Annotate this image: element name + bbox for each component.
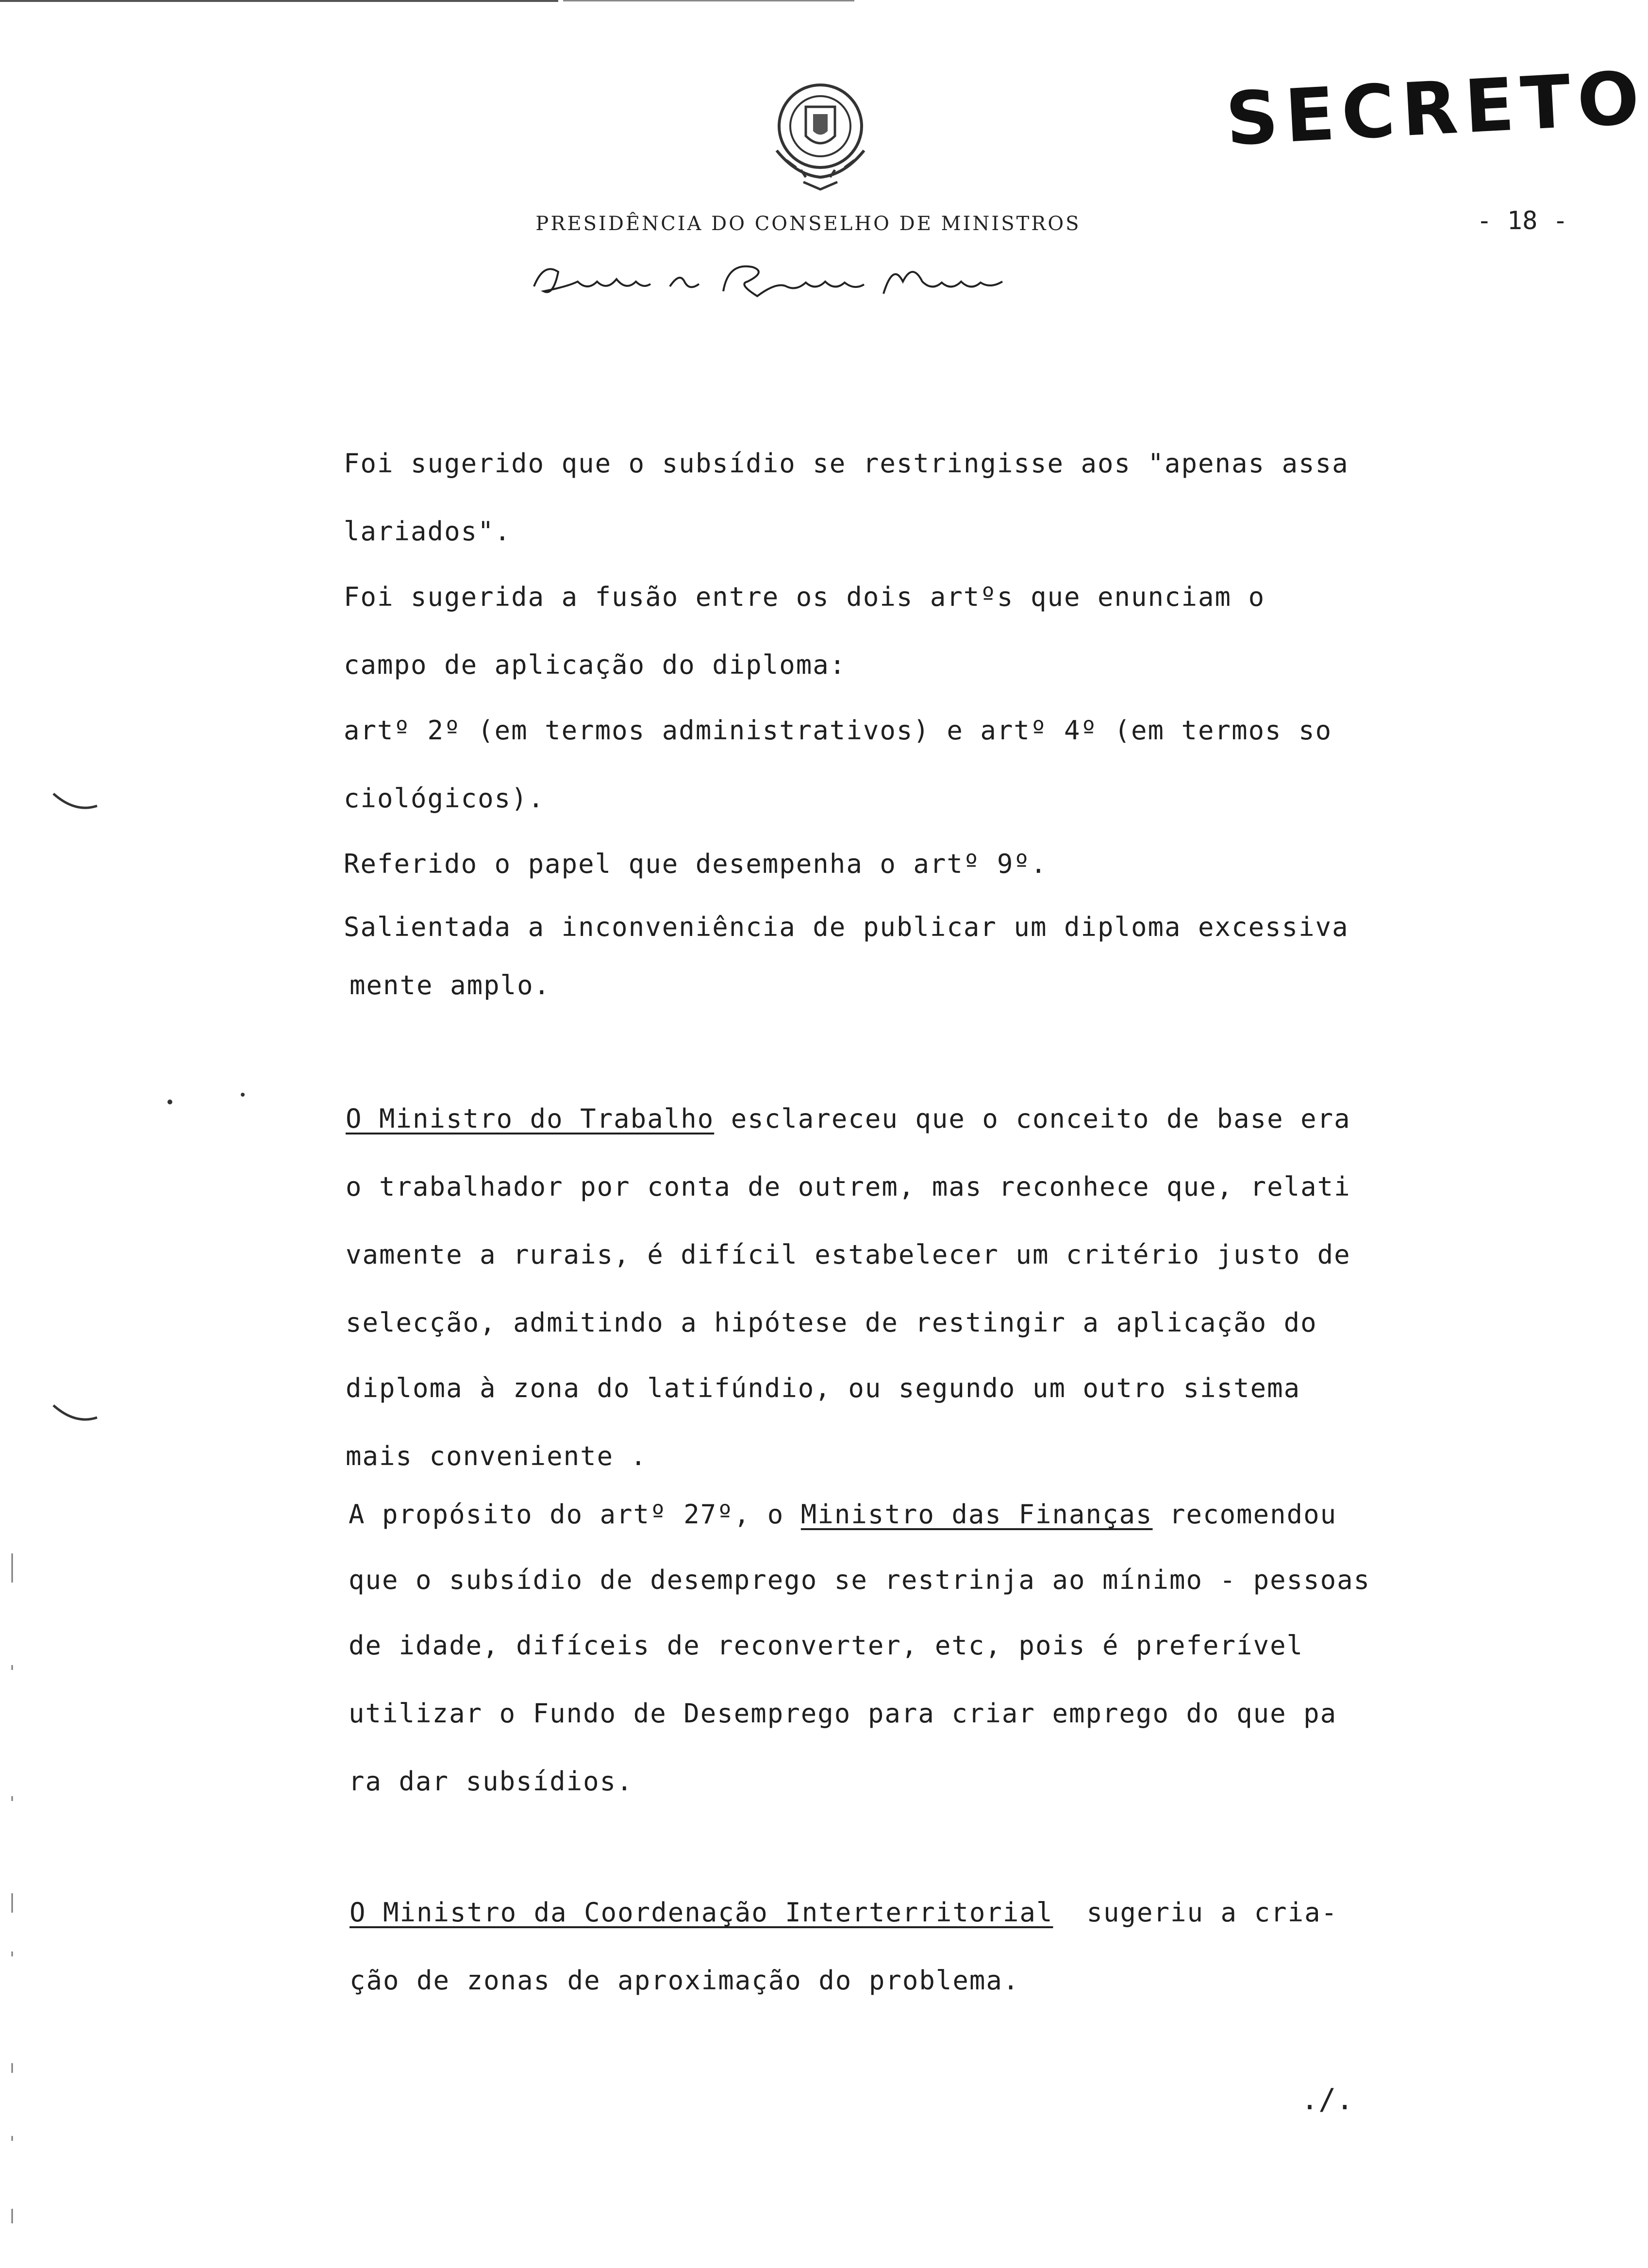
- paragraph-3-line-1: O Ministro da Coordenação Interterritorial sugeriu a cria-: [350, 1897, 1338, 1928]
- page-number: - 18 -: [1477, 206, 1568, 235]
- paragraph-1-line-5: artº 2º (em termos administrativos) e artº 4º (em termos so: [344, 715, 1332, 746]
- paragraph-2-line-10: utilizar o Fundo de Desemprego para criar emprego do que pa: [349, 1698, 1337, 1729]
- speaker-ministro-financas: Ministro das Finanças: [800, 1499, 1153, 1530]
- paragraph-1-line-2: lariados".: [344, 516, 512, 547]
- paragraph-2-line-1: O Ministro do Trabalho esclareceu que o conceito de base era: [346, 1103, 1351, 1134]
- paragraph-1-line-4: campo de aplicação do diploma:: [344, 650, 847, 680]
- paragraph-2-line-2: o trabalhador por conta de outrem, mas reconhece que, relati: [346, 1171, 1351, 1202]
- scan-edge-dots: [5, 1553, 19, 2233]
- paragraph-2-line-3: vamente a rurais, é difícil estabelecer um critério justo de: [346, 1239, 1351, 1270]
- paragraph-2-line-5: diploma à zona do latifúndio, ou segundo um outro sistema: [346, 1373, 1301, 1403]
- handwritten-office-name: [524, 252, 1010, 306]
- scan-edge-line: [0, 0, 558, 2]
- paragraph-2-line-11: ra dar subsídios.: [349, 1766, 633, 1797]
- paragraph-2-line-4: selecção, admitindo a hipótese de restingir a aplicação do: [346, 1307, 1317, 1338]
- paragraph-1-line-9: mente amplo.: [350, 970, 551, 1001]
- paragraph-1-line-3: Foi sugerida a fusão entre os dois artºs que enunciam o: [344, 582, 1265, 612]
- margin-bracket-mark: [49, 786, 102, 816]
- paragraph-2-line-7: A propósito do artº 27º, o Ministro das Finanças recomendou: [349, 1499, 1337, 1530]
- classification-stamp: SECRETO: [1223, 55, 1648, 162]
- paragraph-2-line-6: mais conveniente .: [346, 1441, 648, 1471]
- margin-bracket-mark: [49, 1398, 102, 1427]
- institution-header: PRESIDÊNCIA DO CONSELHO DE MINISTROS: [535, 213, 1081, 235]
- speaker-ministro-coordenacao: O Ministro da Coordenação Interterritorial: [350, 1897, 1053, 1928]
- paragraph-2-line-9: de idade, difíceis de reconverter, etc, pois é preferível: [349, 1630, 1304, 1661]
- paragraph-1-line-8: Salientada a inconveniência de publicar um diploma excessiva: [344, 912, 1349, 942]
- paragraph-3-line-2: ção de zonas de aproximação do problema.: [350, 1965, 1020, 1996]
- scan-edge-line-secondary: [563, 0, 854, 1]
- speaker-ministro-trabalho: O Ministro do Trabalho: [346, 1103, 715, 1134]
- paragraph-1-line-1: Foi sugerido que o subsídio se restringisse aos "apenas assa: [344, 448, 1349, 479]
- coat-of-arms-icon: [757, 78, 883, 194]
- paragraph-1-line-7: Referido o papel que desempenha o artº 9º.: [344, 849, 1048, 879]
- paragraph-2-line-8: que o subsídio de desemprego se restrinja ao mínimo - pessoas: [349, 1565, 1371, 1595]
- margin-dots-mark: [160, 1087, 257, 1107]
- continuation-mark: ./.: [1301, 2083, 1354, 2117]
- paragraph-1-line-6: ciológicos).: [344, 783, 545, 814]
